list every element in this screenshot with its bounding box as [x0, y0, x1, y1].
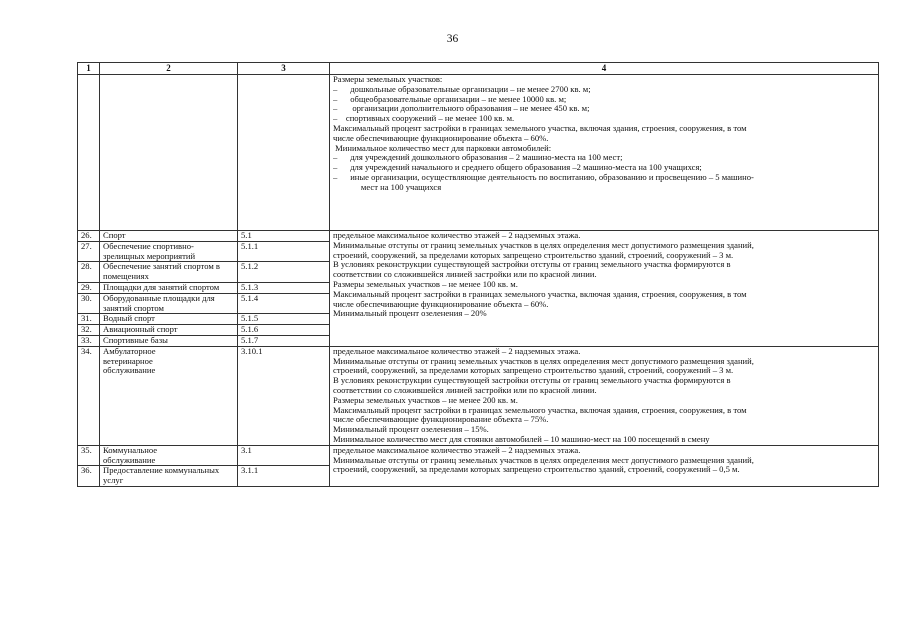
land-use-name: Спортивные базы	[100, 335, 238, 346]
land-use-code: 5.1.7	[238, 335, 330, 346]
land-use-code: 3.1	[238, 445, 330, 466]
header-col-4: 4	[330, 63, 879, 75]
cell-code	[238, 75, 330, 231]
text-line: – иные организации, осуществляющие деятельность по воспитанию, образованию и просвещению – 5 машино-	[333, 172, 754, 182]
text-line: – спортивных сооружений – не менее 100 кв. м.	[333, 114, 515, 124]
text-line: Размеры земельных участков – не менее 200 кв. м.	[333, 395, 518, 405]
text-line: В условиях реконструкции существующей застройки отступы от границ земельного участка формируются в	[333, 260, 731, 270]
text-line: Максимальный процент застройки в границах земельного участка, включая здания, строения, сооружения, в том	[333, 405, 747, 415]
text-line: – организации дополнительного образования – не менее 450 кв. м;	[333, 104, 590, 114]
text-line: Минимальные отступы от границ земельных участков в целях определения мест допустимого размещения зданий,	[333, 356, 754, 366]
text-line: – общеобразовательные организации – не менее 10000 кв. м;	[333, 94, 567, 104]
text-line: числе обеспечивающие функционирование объекта – 60%.	[333, 299, 549, 309]
row-number: 26.	[78, 231, 100, 242]
page-number: 36	[446, 33, 459, 45]
land-use-code: 3.10.1	[238, 346, 330, 445]
land-use-code: 5.1.3	[238, 282, 330, 293]
text-line: – для учреждений дошкольного образования – 2 машино-места на 100 мест;	[333, 153, 623, 163]
row-number: 31.	[78, 314, 100, 325]
text-line: – дошкольные образовательные организации – не менее 2700 кв. м;	[333, 84, 591, 94]
header-col-1: 1	[78, 63, 100, 75]
text-line: Минимальные отступы от границ земельных участков в целях определения мест допустимого размещения зданий,	[333, 240, 754, 250]
land-use-code: 5.1.5	[238, 314, 330, 325]
land-use-code: 5.1.6	[238, 325, 330, 336]
text-line: Максимальный процент застройки в границах земельного участка, включая здания, строения, сооружения, в том	[333, 289, 747, 299]
row-number: 36.	[78, 466, 100, 487]
land-use-code: 5.1.4	[238, 293, 330, 314]
land-use-name: Коммунальное обслуживание	[100, 445, 238, 466]
text-line: Минимальные отступы от границ земельных участков в целях определения мест допустимого размещения зданий,	[333, 455, 754, 465]
text-line: числе обеспечивающие функционирование объекта – 60%.	[333, 133, 549, 143]
text-line: предельное максимальное количество этажей – 2 надземных этажа.	[333, 231, 581, 240]
land-use-code: 5.1.2	[238, 262, 330, 283]
cell-name	[100, 75, 238, 231]
row-number: 30.	[78, 293, 100, 314]
table-row	[78, 346, 879, 445]
text-line: строений, сооружений, за пределами которых запрещено строительство зданий, строений, сооружений – 3 м.	[333, 366, 734, 376]
land-use-name: Авиационный спорт	[100, 325, 238, 336]
land-use-name: Обеспечение занятий спортом в помещениях	[100, 262, 238, 283]
land-use-name: Обеспечение спортивно-зрелищных мероприятий	[100, 241, 238, 262]
text-line: соответствии со сложившейся линией застройки или по красной линии.	[333, 385, 597, 395]
header-col-2: 2	[100, 63, 238, 75]
land-use-name: Спорт	[100, 231, 238, 242]
text-line: Минимальный процент озеленения – 15%.	[333, 425, 489, 435]
text-line: – для учреждений начального и среднего общего образования –2 машино-места на 100 учащихся;	[333, 163, 702, 173]
cell-num	[78, 75, 100, 231]
land-use-name: Площадки для занятий спортом	[100, 282, 238, 293]
text-line: предельное максимальное количество этажей – 2 надземных этажа.	[333, 445, 581, 455]
table-row	[78, 445, 879, 466]
text-line: Минимальный процент озеленения – 20%	[333, 309, 487, 319]
text-line: Минимальное количество мест для парковки автомобилей:	[333, 143, 552, 153]
land-use-name: Водный спорт	[100, 314, 238, 325]
row-number: 29.	[78, 282, 100, 293]
table-row	[78, 75, 879, 231]
text-line: предельное максимальное количество этажей – 2 надземных этажа.	[333, 346, 581, 356]
text-line: мест на 100 учащихся	[333, 182, 442, 192]
row-number: 28.	[78, 262, 100, 283]
text-line: Размеры земельных участков:	[333, 75, 443, 84]
regulations-table	[77, 62, 879, 487]
text-line: Минимальное количество мест для стоянки автомобилей – 10 машино-мест на 100 посещений в смену	[333, 434, 710, 444]
row-number: 32.	[78, 325, 100, 336]
header-row	[78, 63, 879, 75]
text-line: Максимальный процент застройки в границах земельного участка, включая здания, строения, сооружения, в том	[333, 123, 747, 133]
text-line: Размеры земельных участков – не менее 100 кв. м.	[333, 279, 518, 289]
land-use-code: 5.1	[238, 231, 330, 242]
text-line: В условиях реконструкции существующей застройки отступы от границ земельного участка формируются в	[333, 376, 731, 386]
header-col-3: 3	[238, 63, 330, 75]
row-number: 34.	[78, 346, 100, 445]
land-use-name: Оборудованные площадки для занятий спортом	[100, 293, 238, 314]
cell-regulations	[330, 445, 879, 486]
cell-regulations	[330, 231, 879, 347]
cell-regulations	[330, 75, 879, 231]
land-use-name: Амбулаторное ветеринарное обслуживание	[100, 346, 238, 445]
cell-regulations	[330, 346, 879, 445]
text-line: числе обеспечивающие функционирование объекта – 75%.	[333, 415, 549, 425]
land-use-code: 5.1.1	[238, 241, 330, 262]
row-number: 35.	[78, 445, 100, 466]
text-line: строений, сооружений, за пределами которых запрещено строительство зданий, строений, сооружений – 3 м.	[333, 250, 734, 260]
row-number: 33.	[78, 335, 100, 346]
land-use-code: 3.1.1	[238, 466, 330, 487]
row-number: 27.	[78, 241, 100, 262]
text-line: строений, сооружений, за пределами которых запрещено строительство зданий, строений, сооружений – 0,5 м.	[333, 465, 740, 475]
table-row	[78, 231, 879, 242]
land-use-name: Предоставление коммунальных услуг	[100, 466, 238, 487]
text-line: соответствии со сложившейся линией застройки или по красной линии.	[333, 270, 597, 280]
